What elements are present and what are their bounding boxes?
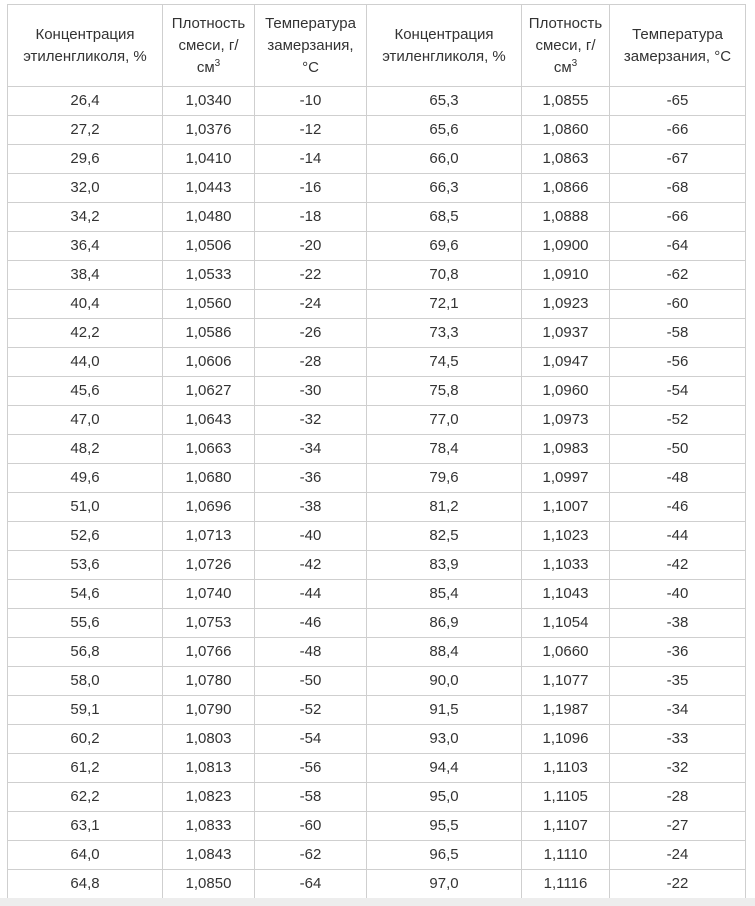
cell-concentration-right: 95,0 — [367, 783, 522, 812]
cell-density-left: 1,0843 — [163, 841, 255, 870]
cell-temperature-right: -36 — [610, 638, 746, 667]
table-row — [8, 696, 746, 725]
cell-density-left: 1,0506 — [163, 232, 255, 261]
table-row — [8, 261, 746, 290]
cell-density-right: 1,0947 — [522, 348, 610, 377]
header-text: Температура — [265, 14, 356, 32]
cell-density-right: 1,0937 — [522, 319, 610, 348]
header-text: Концентрация — [394, 25, 494, 43]
table-row — [8, 232, 746, 261]
cell-temperature-left: -58 — [255, 783, 367, 812]
cell-density-left: 1,0663 — [163, 435, 255, 464]
cell-temperature-left: -60 — [255, 812, 367, 841]
cell-concentration-left: 53,6 — [8, 551, 163, 580]
cell-temperature-right: -40 — [610, 580, 746, 609]
cell-concentration-right: 96,5 — [367, 841, 522, 870]
cell-concentration-right: 82,5 — [367, 522, 522, 551]
table-row — [8, 725, 746, 754]
cell-concentration-left: 44,0 — [8, 348, 163, 377]
cell-temperature-left: -54 — [255, 725, 367, 754]
cell-temperature-left: -22 — [255, 261, 367, 290]
cell-concentration-right: 74,5 — [367, 348, 522, 377]
cell-density-right: 1,0973 — [522, 406, 610, 435]
cell-density-left: 1,0410 — [163, 145, 255, 174]
cell-density-left: 1,0823 — [163, 783, 255, 812]
cell-temperature-right: -64 — [610, 232, 746, 261]
cell-density-left: 1,0766 — [163, 638, 255, 667]
header-density-right — [522, 5, 610, 87]
cell-density-right: 1,0960 — [522, 377, 610, 406]
cell-concentration-right: 83,9 — [367, 551, 522, 580]
cell-temperature-left: -20 — [255, 232, 367, 261]
cell-temperature-right: -68 — [610, 174, 746, 203]
table-row — [8, 464, 746, 493]
cell-concentration-left: 34,2 — [8, 203, 163, 232]
header-text: замерзания, °C — [623, 47, 732, 65]
cell-concentration-right: 95,5 — [367, 812, 522, 841]
cell-temperature-left: -50 — [255, 667, 367, 696]
cell-concentration-right: 70,8 — [367, 261, 522, 290]
cell-density-right: 1,1077 — [522, 667, 610, 696]
cell-temperature-left: -32 — [255, 406, 367, 435]
cell-concentration-right: 94,4 — [367, 754, 522, 783]
header-concentration-right — [367, 5, 522, 87]
cell-density-right: 1,0910 — [522, 261, 610, 290]
table-row — [8, 841, 746, 870]
cell-density-right: 1,1987 — [522, 696, 610, 725]
cell-temperature-left: -18 — [255, 203, 367, 232]
cell-temperature-left: -24 — [255, 290, 367, 319]
cell-concentration-right: 65,6 — [367, 116, 522, 145]
cell-temperature-right: -28 — [610, 783, 746, 812]
cell-concentration-left: 48,2 — [8, 435, 163, 464]
cell-density-right: 1,1043 — [522, 580, 610, 609]
cell-temperature-left: -64 — [255, 870, 367, 899]
header-temperature-left — [255, 5, 367, 87]
cell-temperature-left: -56 — [255, 754, 367, 783]
cell-density-right: 1,1103 — [522, 754, 610, 783]
table-row — [8, 348, 746, 377]
table-row — [8, 203, 746, 232]
cell-temperature-right: -58 — [610, 319, 746, 348]
cell-temperature-left: -34 — [255, 435, 367, 464]
cell-density-right: 1,1116 — [522, 870, 610, 899]
cell-temperature-right: -33 — [610, 725, 746, 754]
cell-temperature-right: -38 — [610, 609, 746, 638]
cell-temperature-right: -66 — [610, 116, 746, 145]
cell-density-left: 1,0376 — [163, 116, 255, 145]
cell-concentration-right: 66,0 — [367, 145, 522, 174]
cell-temperature-right: -67 — [610, 145, 746, 174]
table-row — [8, 290, 746, 319]
cell-density-left: 1,0533 — [163, 261, 255, 290]
cell-concentration-left: 38,4 — [8, 261, 163, 290]
cell-temperature-right: -34 — [610, 696, 746, 725]
cell-density-right: 1,1023 — [522, 522, 610, 551]
header-density-left — [163, 5, 255, 87]
cell-density-left: 1,0586 — [163, 319, 255, 348]
cell-density-left: 1,0790 — [163, 696, 255, 725]
cell-density-right: 1,0860 — [522, 116, 610, 145]
cell-density-right: 1,1107 — [522, 812, 610, 841]
cell-temperature-left: -40 — [255, 522, 367, 551]
table-row — [8, 174, 746, 203]
cell-concentration-left: 64,0 — [8, 841, 163, 870]
header-text: см — [553, 58, 572, 76]
header-concentration-left — [8, 5, 163, 87]
table-row — [8, 609, 746, 638]
cell-temperature-left: -16 — [255, 174, 367, 203]
header-text: см — [196, 58, 215, 76]
cell-density-right: 1,0997 — [522, 464, 610, 493]
cell-density-right: 1,0888 — [522, 203, 610, 232]
table-row — [8, 754, 746, 783]
cell-concentration-left: 52,6 — [8, 522, 163, 551]
cell-density-right: 1,0863 — [522, 145, 610, 174]
cell-density-left: 1,0680 — [163, 464, 255, 493]
header-text: °C — [302, 58, 319, 76]
cell-concentration-left: 64,8 — [8, 870, 163, 899]
cell-density-right: 1,1096 — [522, 725, 610, 754]
header-text: смеси, г/ — [178, 36, 239, 54]
cell-density-left: 1,0780 — [163, 667, 255, 696]
cell-density-left: 1,0340 — [163, 87, 255, 116]
cell-concentration-right: 90,0 — [367, 667, 522, 696]
cell-concentration-left: 27,2 — [8, 116, 163, 145]
page-bottom-divider — [0, 898, 755, 906]
cell-concentration-right: 81,2 — [367, 493, 522, 522]
cell-concentration-right: 69,6 — [367, 232, 522, 261]
cell-temperature-right: -62 — [610, 261, 746, 290]
cell-concentration-right: 91,5 — [367, 696, 522, 725]
table-row — [8, 145, 746, 174]
cell-temperature-left: -30 — [255, 377, 367, 406]
header-superscript: 3 — [214, 57, 221, 69]
cell-concentration-right: 78,4 — [367, 435, 522, 464]
cell-concentration-left: 49,6 — [8, 464, 163, 493]
cell-concentration-left: 58,0 — [8, 667, 163, 696]
table-row — [8, 580, 746, 609]
cell-temperature-right: -35 — [610, 667, 746, 696]
cell-temperature-right: -32 — [610, 754, 746, 783]
cell-density-left: 1,0803 — [163, 725, 255, 754]
cell-temperature-left: -62 — [255, 841, 367, 870]
cell-temperature-right: -66 — [610, 203, 746, 232]
cell-concentration-right: 97,0 — [367, 870, 522, 899]
cell-density-left: 1,0850 — [163, 870, 255, 899]
table-row — [8, 551, 746, 580]
cell-density-right: 1,0983 — [522, 435, 610, 464]
cell-temperature-right: -65 — [610, 87, 746, 116]
cell-density-right: 1,1110 — [522, 841, 610, 870]
table-row — [8, 522, 746, 551]
cell-density-left: 1,0560 — [163, 290, 255, 319]
cell-temperature-left: -48 — [255, 638, 367, 667]
cell-concentration-left: 59,1 — [8, 696, 163, 725]
cell-concentration-right: 85,4 — [367, 580, 522, 609]
header-text: смеси, г/ — [535, 36, 596, 54]
cell-density-left: 1,0813 — [163, 754, 255, 783]
cell-temperature-left: -14 — [255, 145, 367, 174]
cell-density-left: 1,0443 — [163, 174, 255, 203]
cell-concentration-right: 79,6 — [367, 464, 522, 493]
cell-density-right: 1,1033 — [522, 551, 610, 580]
cell-temperature-right: -42 — [610, 551, 746, 580]
table-row — [8, 435, 746, 464]
cell-temperature-right: -52 — [610, 406, 746, 435]
cell-density-right: 1,0923 — [522, 290, 610, 319]
cell-temperature-right: -46 — [610, 493, 746, 522]
table-row — [8, 87, 746, 116]
cell-temperature-right: -50 — [610, 435, 746, 464]
table-row — [8, 493, 746, 522]
cell-density-left: 1,0726 — [163, 551, 255, 580]
table-row — [8, 667, 746, 696]
cell-concentration-right: 77,0 — [367, 406, 522, 435]
cell-temperature-right: -60 — [610, 290, 746, 319]
cell-temperature-right: -24 — [610, 841, 746, 870]
cell-concentration-left: 60,2 — [8, 725, 163, 754]
cell-concentration-left: 40,4 — [8, 290, 163, 319]
table-row — [8, 783, 746, 812]
cell-temperature-left: -38 — [255, 493, 367, 522]
cell-concentration-left: 45,6 — [8, 377, 163, 406]
cell-concentration-right: 86,9 — [367, 609, 522, 638]
table-row — [8, 638, 746, 667]
cell-concentration-left: 47,0 — [8, 406, 163, 435]
cell-temperature-right: -54 — [610, 377, 746, 406]
header-text: Плотность — [171, 14, 246, 32]
header-text: Концентрация — [35, 25, 135, 43]
header-row — [8, 5, 746, 87]
cell-density-left: 1,0643 — [163, 406, 255, 435]
cell-concentration-left: 36,4 — [8, 232, 163, 261]
header-superscript: 3 — [571, 57, 578, 69]
cell-temperature-left: -26 — [255, 319, 367, 348]
cell-concentration-left: 56,8 — [8, 638, 163, 667]
cell-concentration-left: 55,6 — [8, 609, 163, 638]
table-row — [8, 406, 746, 435]
cell-density-left: 1,0480 — [163, 203, 255, 232]
cell-temperature-right: -44 — [610, 522, 746, 551]
cell-density-right: 1,1007 — [522, 493, 610, 522]
cell-concentration-left: 61,2 — [8, 754, 163, 783]
cell-temperature-left: -36 — [255, 464, 367, 493]
cell-concentration-right: 93,0 — [367, 725, 522, 754]
cell-density-right: 1,0660 — [522, 638, 610, 667]
cell-concentration-right: 65,3 — [367, 87, 522, 116]
cell-concentration-left: 63,1 — [8, 812, 163, 841]
header-text: этиленгликоля, % — [382, 47, 506, 65]
cell-concentration-left: 54,6 — [8, 580, 163, 609]
table-header — [8, 5, 746, 87]
cell-concentration-right: 75,8 — [367, 377, 522, 406]
cell-temperature-left: -42 — [255, 551, 367, 580]
table-row — [8, 319, 746, 348]
cell-temperature-right: -48 — [610, 464, 746, 493]
cell-density-left: 1,0627 — [163, 377, 255, 406]
cell-temperature-left: -12 — [255, 116, 367, 145]
cell-density-right: 1,1105 — [522, 783, 610, 812]
header-text: этиленгликоля, % — [23, 47, 147, 65]
cell-temperature-right: -56 — [610, 348, 746, 377]
header-text: замерзания, — [267, 36, 354, 54]
cell-density-right: 1,1054 — [522, 609, 610, 638]
cell-temperature-left: -44 — [255, 580, 367, 609]
cell-concentration-right: 73,3 — [367, 319, 522, 348]
cell-density-right: 1,0866 — [522, 174, 610, 203]
cell-concentration-right: 72,1 — [367, 290, 522, 319]
cell-concentration-right: 66,3 — [367, 174, 522, 203]
table-row — [8, 377, 746, 406]
table-row — [8, 870, 746, 899]
cell-density-left: 1,0833 — [163, 812, 255, 841]
table-body — [8, 87, 746, 899]
cell-density-left: 1,0753 — [163, 609, 255, 638]
cell-concentration-left: 62,2 — [8, 783, 163, 812]
cell-temperature-left: -10 — [255, 87, 367, 116]
cell-temperature-left: -46 — [255, 609, 367, 638]
cell-density-right: 1,0900 — [522, 232, 610, 261]
cell-density-left: 1,0740 — [163, 580, 255, 609]
cell-density-left: 1,0606 — [163, 348, 255, 377]
cell-concentration-right: 88,4 — [367, 638, 522, 667]
cell-concentration-left: 32,0 — [8, 174, 163, 203]
cell-concentration-right: 68,5 — [367, 203, 522, 232]
table-row — [8, 116, 746, 145]
cell-concentration-left: 51,0 — [8, 493, 163, 522]
cell-density-right: 1,0855 — [522, 87, 610, 116]
header-temperature-right — [610, 5, 746, 87]
header-text: Температура — [632, 25, 723, 43]
cell-temperature-right: -27 — [610, 812, 746, 841]
cell-density-left: 1,0713 — [163, 522, 255, 551]
cell-density-left: 1,0696 — [163, 493, 255, 522]
cell-concentration-left: 29,6 — [8, 145, 163, 174]
cell-concentration-left: 26,4 — [8, 87, 163, 116]
ethylene-glycol-table — [7, 4, 746, 899]
cell-temperature-right: -22 — [610, 870, 746, 899]
cell-temperature-left: -52 — [255, 696, 367, 725]
header-text: Плотность — [528, 14, 603, 32]
table-row — [8, 812, 746, 841]
cell-concentration-left: 42,2 — [8, 319, 163, 348]
cell-temperature-left: -28 — [255, 348, 367, 377]
